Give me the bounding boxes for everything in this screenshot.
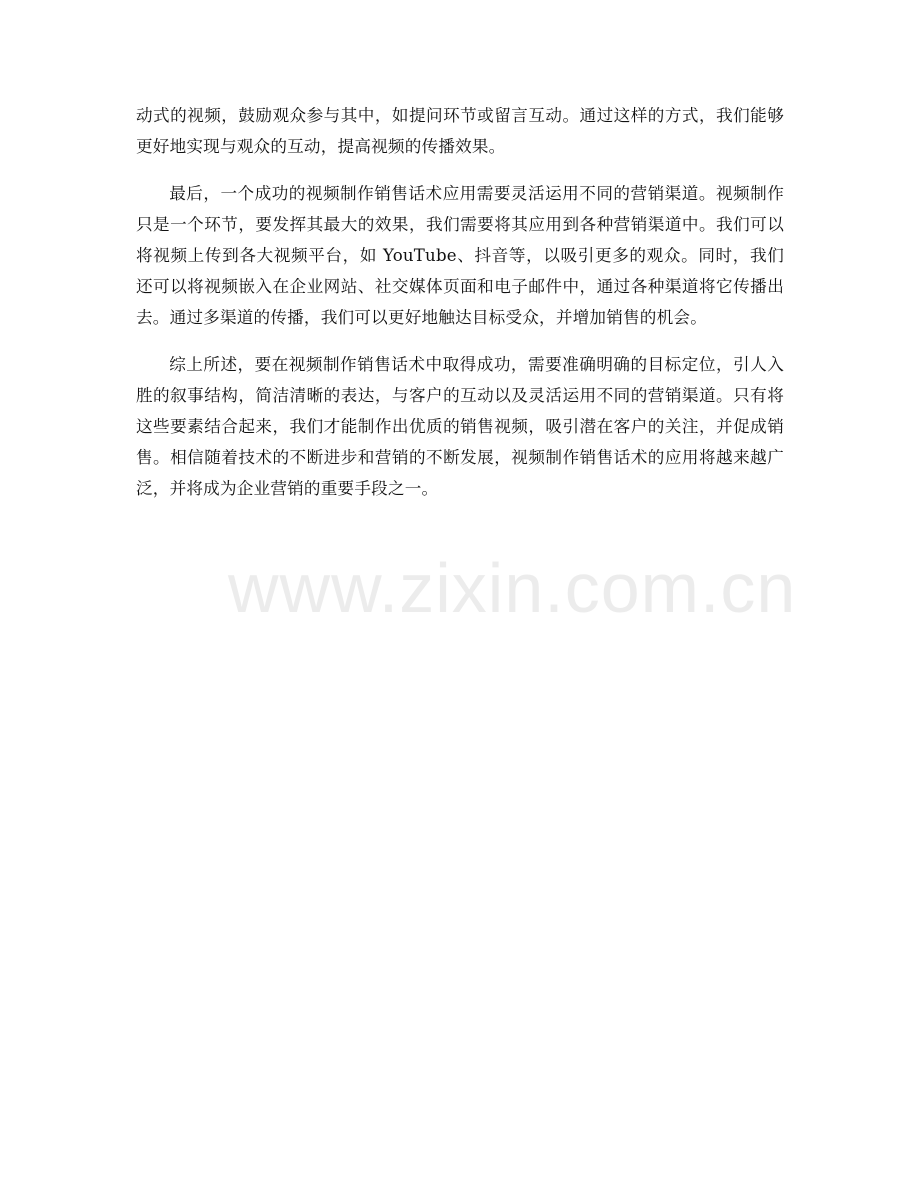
document-body xyxy=(136,100,784,520)
paragraph-continuation: 动式的视频，鼓励观众参与其中，如提问环节或留言互动。通过这样的方式，我们能够更好地实现与观众的互动，提高视频的传播效果。 xyxy=(136,106,784,156)
paragraph-conclusion: 综上所述，要在视频制作销售话术中取得成功，需要准确明确的目标定位，引人入胜的叙事结构，简洁清晰的表达，与客户的互动以及灵活运用不同的营销渠道。只有将这些要素结合起来，我们才能制作出优质的销售视频，吸引潜在客户的关注，并促成销售。相信随着技术的不断进步和营销的不断发展，视频制作销售话术的应用将越来越广泛，并将成为企业营销的重要手段之一。 xyxy=(136,355,784,498)
watermark: www.zixin.com.cn xyxy=(228,549,797,627)
paragraph-marketing-channels: 最后，一个成功的视频制作销售话术应用需要灵活运用不同的营销渠道。视频制作只是一个环节，要发挥其最大的效果，我们需要将其应用到各种营销渠道中。我们可以将视频上传到各大视频平台，如 YouTube、抖音等，以吸引更多的观众。同时，我们还可以将视频嵌入在企业网站、社交媒体页面和电子邮件中，通过各种渠道将它传播出去。通过多渠道的传播，我们可以更好地触达目标受众，并增加销售的机会。 xyxy=(136,184,784,327)
